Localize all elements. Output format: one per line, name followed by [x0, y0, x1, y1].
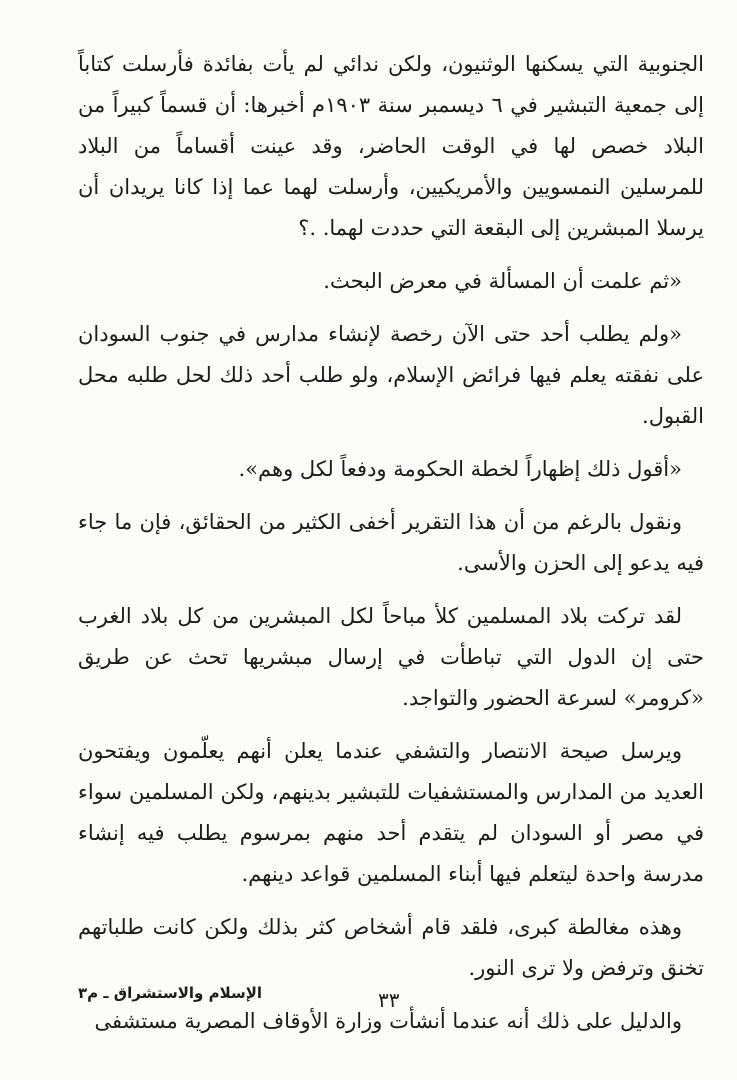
- paragraph: «أقول ذلك إظهاراً لخطة الحكومة ودفعاً لكل وهم».: [238, 457, 682, 481]
- paragraph: والدليل على ذلك أنه عندما أنشأت وزارة الأوقاف المصرية مستشفى: [94, 1009, 682, 1033]
- paragraph: ونقول بالرغم من أن هذا التقرير أخفى الكثير من الحقائق، فإن ما جاء فيه يدعو إلى الحزن والأسى.: [78, 510, 704, 575]
- body-text: [78, 44, 704, 1054]
- paragraph: ويرسل صيحة الانتصار والتشفي عندما يعلن أنهم يعلّمون ويفتحون العديد من المدارس والمستشفيات للتبشير بدينهم، ولكن المسلمين سواء في مصر أو السودان لم يتقدم أحد منهم بمرسوم يطلب فيه إنشاء مدرسة واحدة ليتعلم فيها أبناء المسلمين قواعد دينهم.: [78, 739, 704, 886]
- page-number: ٣٣: [378, 988, 400, 1012]
- paragraph: لقد تركت بلاد المسلمين كلأ مباحاً لكل المبشرين من كل بلاد الغرب حتى إن الدول التي تباطأت في إرسال مبشريها تحث عن طريق «كرومر» لسرعة الحضور والتواجد.: [78, 604, 704, 710]
- running-title: الإسلام والاستشراق ـ م٣: [78, 984, 263, 1002]
- paragraph: الجنوبية التي يسكنها الوثنيون، ولكن ندائي لم يأت بفائدة فأرسلت كتاباً إلى جمعية التبشير في ٦ ديسمبر سنة ١٩٠٣م أخبرها: أن قسماً كبيراً من البلاد خصص لها في الوقت الحاضر، وقد عينت أقساماً من البلاد للمرسلين النمسويين والأمريكيين، وأرسلت لهما عما إذا كانا يريدان أن يرسلا المبشرين إلى البقعة التي حددت لهما. .؟: [78, 52, 705, 240]
- paragraph: «ولم يطلب أحد حتى الآن رخصة لإنشاء مدارس في جنوب السودان على نفقته يعلم فيها فرائض الإسلام، ولو طلب أحد ذلك لحل طلبه محل القبول.: [78, 322, 704, 428]
- page-footer: [78, 978, 704, 1018]
- paragraph: وهذه مغالطة كبرى، فلقد قام أشخاص كثر بذلك ولكن كانت طلباتهم تخنق وترفض ولا ترى النور.: [78, 915, 704, 980]
- paragraph: «ثم علمت أن المسألة في معرض البحث.: [323, 269, 682, 293]
